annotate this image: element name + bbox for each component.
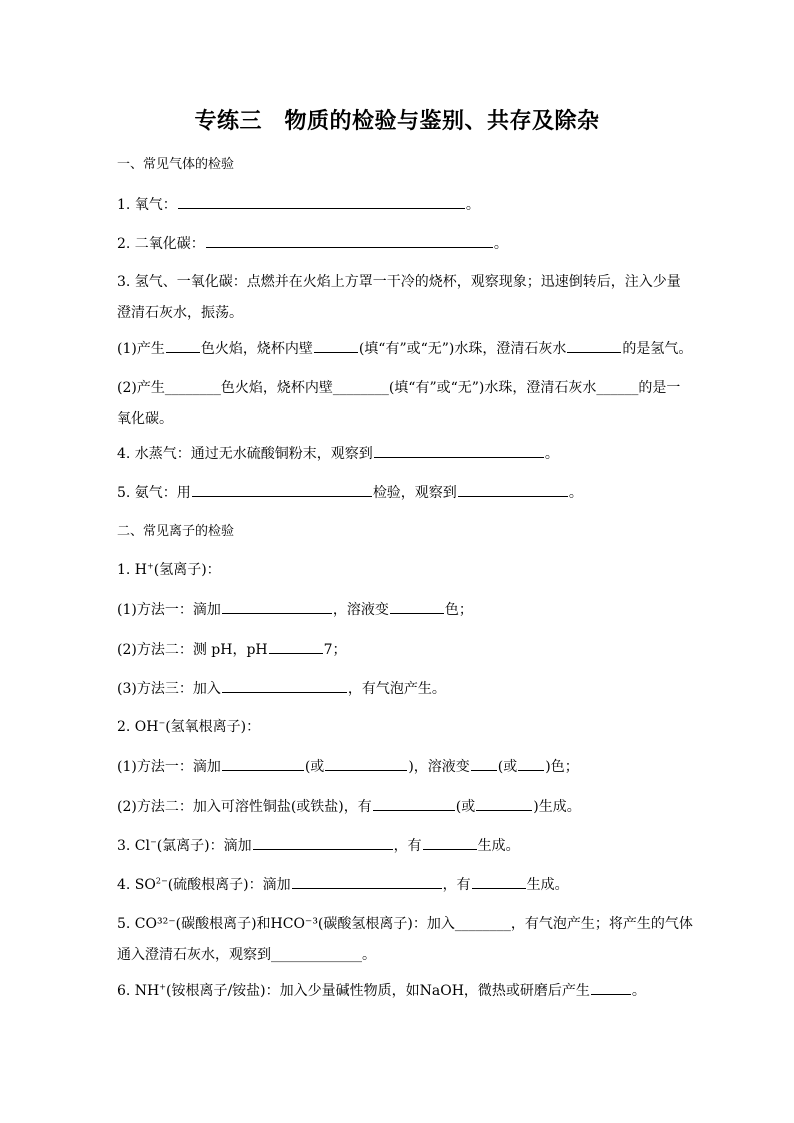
superscript: + [159,982,166,992]
question-text: (2)方法二：加入可溶性铜盐(或铁盐)，有 [117,799,372,815]
ion-carbonate: 5. CO³²⁻(碳酸根离子)和HCO⁻³(碳酸氢根离子)：加入________，有气泡产生；将产生的气体通入澄清石灰水，观察到_____________。 [117,916,693,963]
section-heading-gases: 一、常见气体的检验 [117,157,235,172]
question-text: 。 [631,983,646,999]
ion-sulfate [117,874,694,895]
question-text: 色火焰，烧杯内壁 [200,341,313,357]
ion-hydroxide-method2 [117,796,694,817]
question-text: (2)方法二：测 pH，pH [117,642,268,658]
ion-hydrogen-method1 [117,599,694,620]
question-co-sub2: (2)产生________色火焰，烧杯内壁________(填“有”或“无”)水珠，澄清石灰水______的是一氧化碳。 [117,380,681,427]
answer-blank[interactable] [390,599,444,614]
question-text: (3)方法三：加入 [117,681,221,697]
question-text: ，有 [442,877,471,893]
question-hydrogen-co: 3. 氢气、一氧化碳：点燃并在火焰上方罩一干冷的烧杯，观察现象；迅速倒转后，注入少量澄清石灰水，振荡。 [117,274,681,321]
question-text: 色； [444,602,473,618]
answer-blank[interactable] [292,874,442,889]
answer-blank[interactable] [178,194,465,209]
ion-chloride [117,835,694,856]
question-text: 。 [493,236,508,252]
page-title: 专练三 物质的检验与鉴别、共存及除杂 [194,108,600,134]
answer-blank[interactable] [269,639,323,654]
question-text: 6. NH [117,983,160,999]
question-text: )色； [545,759,579,775]
answer-blank[interactable] [472,874,526,889]
question-text: (或 [497,759,518,775]
question-text: 5. 氨气：用 [117,485,191,501]
ion-hydrogen-heading [117,560,694,580]
answer-blank[interactable] [518,756,544,771]
answer-blank[interactable] [476,796,532,811]
question-text: (1)方法一：滴加 [117,759,221,775]
question-hydrogen-sub1 [117,338,694,359]
answer-blank[interactable] [374,443,544,458]
question-text: 。 [568,485,583,501]
question-text: 2. 二氧化碳： [117,236,205,252]
answer-blank[interactable] [373,796,455,811]
question-text: 4. SO [117,877,156,893]
question-text: (硫酸根离子)：滴加 [167,877,291,893]
question-text: 的是氢气。 [622,341,693,357]
question-oxygen [117,194,694,215]
question-text: )，溶液变 [408,759,470,775]
answer-blank[interactable] [166,338,200,353]
question-text: 检验，观察到 [372,485,457,501]
question-text: 生成。 [477,838,520,854]
ion-hydrogen-method2 [117,639,694,660]
question-text: (或 [304,759,325,775]
superscript: + [147,561,154,571]
answer-blank[interactable] [222,599,332,614]
superscript: 2− [155,876,168,886]
answer-blank[interactable] [471,756,497,771]
question-text: )生成。 [533,799,581,815]
question-text: ，有气泡产生。 [347,681,446,697]
question-ammonia [117,482,694,503]
section-heading-ions: 二、常见离子的检验 [117,524,235,539]
question-carbon-dioxide [117,233,694,254]
question-text: (填“有”或“无”)水珠，澄清石灰水 [358,341,567,357]
question-text: (或 [455,799,476,815]
answer-blank[interactable] [222,756,304,771]
question-text: 生成。 [526,877,569,893]
ion-hydrogen-method3 [117,678,694,699]
question-text: 1. H [117,562,148,578]
question-text: (铵根离子/铵盐)：加入少量碱性物质，如NaOH，微热或研磨后产生 [165,983,590,999]
answer-blank[interactable] [423,835,477,850]
answer-blank[interactable] [567,338,621,353]
question-text: 3. Cl [117,838,150,854]
question-text: 2. OH [117,719,159,735]
question-text: 。 [465,197,480,213]
question-text: ，有 [393,838,422,854]
question-text: 4. 水蒸气：通过无水硫酸铜粉末，观察到 [117,446,373,462]
question-text: 1. 氧气： [117,197,177,213]
question-text: (1)产生 [117,341,165,357]
superscript: − [158,718,166,728]
question-text: (氯离子)：滴加 [156,838,252,854]
question-text: (氢氧根离子)： [165,719,261,735]
question-text: ，溶液变 [332,602,389,618]
question-water-vapor [117,443,694,464]
question-text: (1)方法一：滴加 [117,602,221,618]
answer-blank[interactable] [458,482,568,497]
ion-ammonium [117,980,694,1001]
answer-blank[interactable] [325,756,407,771]
answer-blank[interactable] [314,338,358,353]
answer-blank[interactable] [222,678,347,693]
answer-blank[interactable] [253,835,393,850]
question-text: 。 [544,446,559,462]
superscript: − [150,837,157,847]
question-text: 7； [323,642,347,658]
answer-blank[interactable] [206,233,493,248]
answer-blank[interactable] [591,980,631,995]
ion-hydroxide-method1 [117,756,694,777]
answer-blank[interactable] [192,482,372,497]
ion-hydroxide-heading [117,717,694,737]
question-text: (氢离子)： [153,562,221,578]
